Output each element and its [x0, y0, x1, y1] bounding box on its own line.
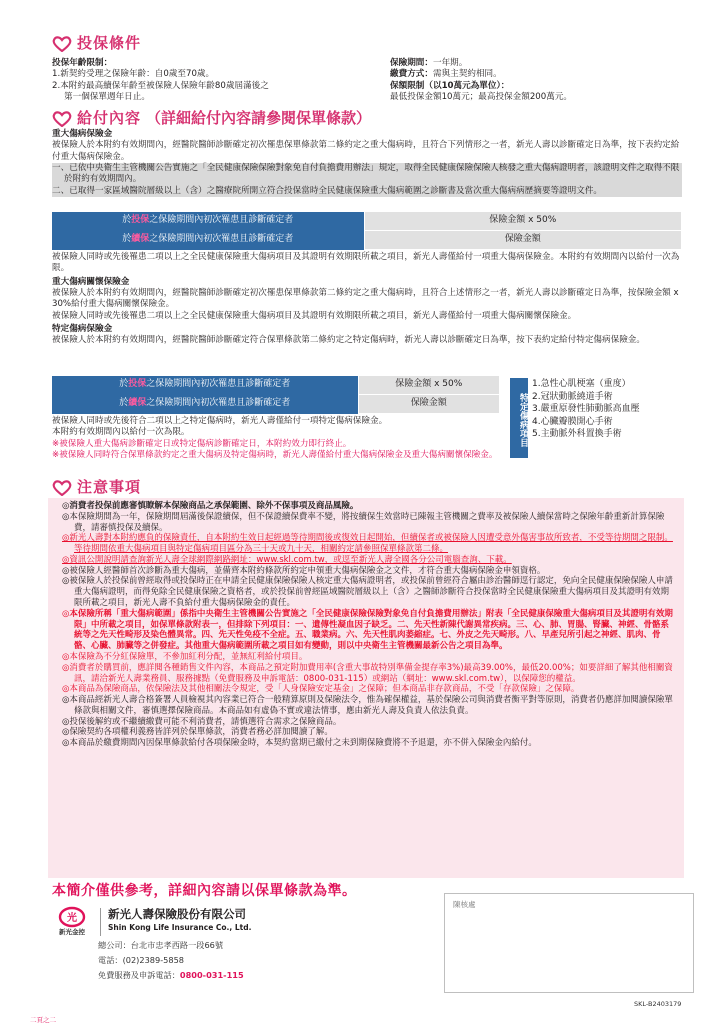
- special-limit-text: 被保險人同時或先後符合二項以上之特定傷病時，新光人壽僅給付一項特定傷病保險金。: [52, 416, 388, 426]
- logo-text: 新光金控: [59, 928, 85, 936]
- notice-item: ◎保險契約各項權利義務皆詳列於保單條款，消費者務必詳加閱讀了解。: [62, 727, 333, 738]
- age-limit-item: 1.新契約受理之保險年齡：自0歲至70歲。: [52, 69, 215, 80]
- notice-item: ◎本保險期間為一年，保險期間屆滿後保證續保，但不保證續保費率不變，將按續保生效當時已陳報主管機關之費率及被保險人續保當時之保險年齡重新計算保險費，請審慎投保及續保。: [62, 511, 665, 533]
- notice-item: ◎被保險人於投保前曾經取得或投保時正在申請全民健康保險保險人核定重大傷病證明者，或投保前曾經符合屬由診治醫師逕行認定，免向全民健康保險保險人申請重大傷病證明，而得免除全民健康保險之資格者，或於投保前曾經區域醫院層級以上（含）之醫師診斷符合投保當時全民健康保險重大傷病項目及其證明有效期限所載之項目，新光人壽不負給付重大傷病保險金的責任。: [62, 576, 673, 609]
- period-label: 保險期間：: [390, 58, 433, 68]
- age-limit-block: [52, 58, 382, 103]
- svg-text:光: 光: [67, 913, 77, 924]
- major-illness-condition-1: 一、已依中央衛生主管機關公告實施之「全民健康保險保險對象免自付負擔費用辦法」規定，取得全民健康保險保險人核發之重大傷病證明者，該證明文件之取得不限於附約有效期間內。: [52, 163, 682, 186]
- reference-note: 本簡介僅供參考，詳細內容請以保單條款為準。: [52, 883, 357, 899]
- special-illness-item: 3.嚴重原發性肺動脈高血壓: [532, 404, 640, 415]
- document-code: SKL-B2403179: [634, 1000, 682, 1008]
- notice-item: ◎被保險人經醫師首次診斷為重大傷病，並備齊本附約條款所約定申領重大傷病保險金之文件，才符合重大傷病保險金申領資格。: [62, 565, 546, 576]
- table-row: 於續保之保險期間內初次罹患且診斷確定者 保險金額: [52, 231, 682, 250]
- stamp-label: 陳核處: [453, 900, 476, 909]
- special-illness-item: 5.主動脈外科置換手術: [532, 429, 622, 440]
- major-illness-limit-text: 被保險人同時或先後罹患二項以上之全民健康保險重大傷病項目及其證明有效期限所載之項目，新光人壽僅給付一項重大傷病保險金。本附約有效期間內以給付一次為限。: [52, 252, 680, 274]
- heart-icon: [52, 480, 72, 496]
- limit-label: 保額限制（以10萬元為單位）：: [390, 80, 510, 91]
- hotline-number: 0800-031-115: [179, 970, 244, 980]
- notice-item: ◎資訊公開說明請查詢新光人壽全球網際網路網址：www.skl.com.tw，或逕至新光人壽全國各分公司電腦查詢、下載。: [62, 554, 512, 565]
- notice-item: ◎本保險為不分紅保險單，不參加紅利分配，並無紅利給付項目。: [62, 651, 308, 662]
- special-illness-rate-table: [52, 375, 500, 414]
- major-illness-rate-table: [52, 211, 682, 250]
- approval-stamp-box: [444, 893, 694, 993]
- termination-note: ※被保險人重大傷病診斷確定日或特定傷病診斷確定日，本附約效力即行終止。: [52, 438, 352, 449]
- notice-item: ◎投保後解約或不繼續繳費可能不利消費者，請慎選符合需求之保險商品。: [62, 716, 342, 727]
- major-illness-text: 被保險人於本附約有效期間內，經醫院醫師診斷確定初次罹患保單條款第二條約定之重大傷病時，且符合下列情形之一者，新光人壽以診斷確定日為準，按下表約定給付重大傷病保險金。: [52, 140, 680, 162]
- heart-icon: [52, 36, 72, 52]
- rate-value: 保險金額: [364, 231, 682, 250]
- special-illness-item: 4.心臟瓣膜開心手術: [532, 416, 613, 427]
- special-illness-label: 特定傷病項目: [510, 378, 528, 458]
- rate-value: 保險金額 x 50%: [364, 212, 682, 231]
- special-illness-list: [510, 378, 640, 458]
- hotline-label: 免費服務及申訴電話：: [98, 970, 180, 980]
- major-illness-condition-2: 二、已取得一家區域醫院層級以上（含）之醫療院所開立符合投保當時全民健康保險重大傷病範圍之診斷書及當次重大傷病病歷摘要等證明文件。: [52, 186, 682, 197]
- section-header-conditions: [52, 34, 141, 54]
- heart-icon: [52, 111, 72, 127]
- age-limit-item: 2.本附約最高續保年齡至被保險人保險年齡80歲屆滿後之: [52, 80, 269, 91]
- notice-item: ◎本商品為保險商品，依保險法及其他相關法令規定，受「人身保險安定基金」之保障；但本商品非存款商品，不受「存款保險」之保障。: [62, 684, 580, 695]
- special-illness-item: 2.冠狀動脈繞道手術: [532, 391, 613, 402]
- section-subtitle: （詳細給付內容請參閱保單條款）: [146, 109, 372, 127]
- age-limit-item: 第一個保單週年日止。: [64, 92, 150, 103]
- company-logo: [52, 906, 92, 938]
- rate-value: 保險金額 x 50%: [358, 376, 500, 395]
- special-text: 被保險人於本附約有效期間內，經醫院醫師診斷確定符合保單條款第二條約定之特定傷病時，新光人壽以診斷確定日為準，按下表約定給付特定傷病保險金。: [52, 335, 645, 346]
- table-row: 於投保之保險期間內初次罹患且診斷確定者 保險金額 x 50%: [52, 376, 500, 395]
- period-value: 一年期。: [432, 58, 468, 68]
- company-phone: 電話：(02)2389-5858: [98, 955, 184, 965]
- special-illness-item: 1.急性心肌梗塞（重度）: [532, 379, 631, 389]
- relief-text: 被保險人於本附約有效期間內，經醫院醫師診斷確定初次罹患保單條款第二條約定之重大傷病時，且符合上述情形之一者，新光人壽以診斷確定日為準，按保險金額 x 30%給付重大傷病關懷保險金。: [52, 288, 679, 310]
- section-title: 注意事項: [77, 478, 142, 496]
- company-address: 總公司：台北市忠孝西路一段66號: [98, 940, 224, 950]
- overlap-note: ※被保險人同時符合保單條款約定之重大傷病及特定傷病時，新光人壽僅給付重大傷病保險金及重大傷病關懷保險金。: [52, 450, 498, 461]
- notice-item: ◎本商品經新光人壽合格簽署人員檢視其內容業已符合一般精算原則及保險法令，惟為確保權益，基於保險公司與消費者衡平對等原則，消費者仍應詳加閱讀保險單條款與相關文件，審慎選擇保險商品。本商品如有虛偽不實或違法情事，應由新光人壽及負責人依法負責。: [62, 695, 673, 716]
- payment-value: 需與主契約相同。: [432, 69, 502, 80]
- notice-item: ◎消費者於購買前，應詳閱各種銷售文件內容，本商品之預定附加費用率(含重大事故特別準備金提存率3%)最高39.00%，最低20.00%；如要詳細了解其他相關資訊，請洽新光人壽業務員、服務據點（免費服務及申訴電話：0800-031-115）或網站（網址：www.skl.com.tw），以保障您的權益。: [62, 662, 673, 684]
- special-illness-notes: [52, 416, 502, 461]
- major-illness-notes: [52, 252, 682, 347]
- major-illness-block: [52, 129, 682, 197]
- policy-terms-block: [390, 58, 690, 103]
- age-limit-label: 投保年齡限制：: [52, 58, 113, 68]
- section-header-benefits: [52, 109, 371, 129]
- special-once-text: 本附約有效期間內以給付一次為限。: [52, 427, 190, 438]
- section-title: 給付內容: [77, 109, 142, 127]
- notice-item: ◎新光人壽對本附約應負的保險責任，自本附約生效日起經過等待期間後或復效日起開始，但續保者或被保險人因遭受意外傷害事故所致者，不受等待期間之限制。等待期間依重大傷病項目與特定傷病項目區分為三十天或九十天，相關約定請參照保單條款第二條。: [62, 533, 673, 555]
- section-title: 投保條件: [77, 34, 142, 52]
- notice-list: [62, 501, 676, 749]
- notice-item: ◎消費者投保前應審慎瞭解本保險商品之承保範圍、除外不保事項及商品風險。: [62, 501, 359, 511]
- page-number: 二頁之二: [30, 1016, 56, 1024]
- payment-label: 繳費方式：: [390, 69, 433, 80]
- major-illness-title: 重大傷病保險金: [52, 129, 113, 139]
- relief-limit-text: 被保險人同時或先後罹患二項以上之全民健康保險重大傷病項目及其證明有效期限所載之項目，新光人壽僅給付一項重大傷病關懷保險金。: [52, 310, 577, 321]
- table-row: 於投保之保險期間內初次罹患且診斷確定者 保險金額 x 50%: [52, 212, 682, 231]
- rate-value: 保險金額: [358, 395, 500, 414]
- logo-divider: [100, 908, 101, 936]
- company-name: 新光人壽保險股份有限公司: [108, 907, 246, 921]
- company-name-en: Shin Kong Life Insurance Co., Ltd.: [108, 923, 252, 932]
- notice-item: ◎本保險所稱「重大傷病範圍」係指中央衛生主管機關公告實施之「全民健康保險保險對象免自付負擔費用辦法」附表「全民健康保險重大傷病項目及其證明有效期限」中所載之項目，如保單條款附表一，但排除下列項目：一、遺傳性凝血因子缺乏。二、先天性新陳代謝異常疾病。三、心、肺、胃腸、腎臟、神經、骨骼系統等之先天性畸形及染色體異常。四、先天性免疫不全症。五、職業病。六、先天性肌肉萎縮症。七、外皮之先天畸形。八、早產兒所引起之神經、肌肉、骨骼、心臟、肺臟等之併發症。其他重大傷病範圍所載之項目如有變動，則以中央衛生主管機關最新公告之項目為準。: [62, 608, 673, 652]
- notice-item: ◎本商品於繳費期間內因保單條款給付各項保險金時，本契約當期已繳付之未到期保險費將不予退還，亦不併入保險金內給付。: [62, 738, 537, 749]
- special-title: 特定傷病保險金: [52, 324, 113, 335]
- limit-value: 最低投保金額10萬元；最高投保金額200萬元。: [390, 92, 573, 103]
- service-hotline: [98, 970, 244, 981]
- section-header-notices: [52, 478, 141, 498]
- table-row: 於續保之保險期間內初次罹患且診斷確定者 保險金額: [52, 395, 500, 414]
- relief-title: 重大傷病關懷保險金: [52, 276, 130, 287]
